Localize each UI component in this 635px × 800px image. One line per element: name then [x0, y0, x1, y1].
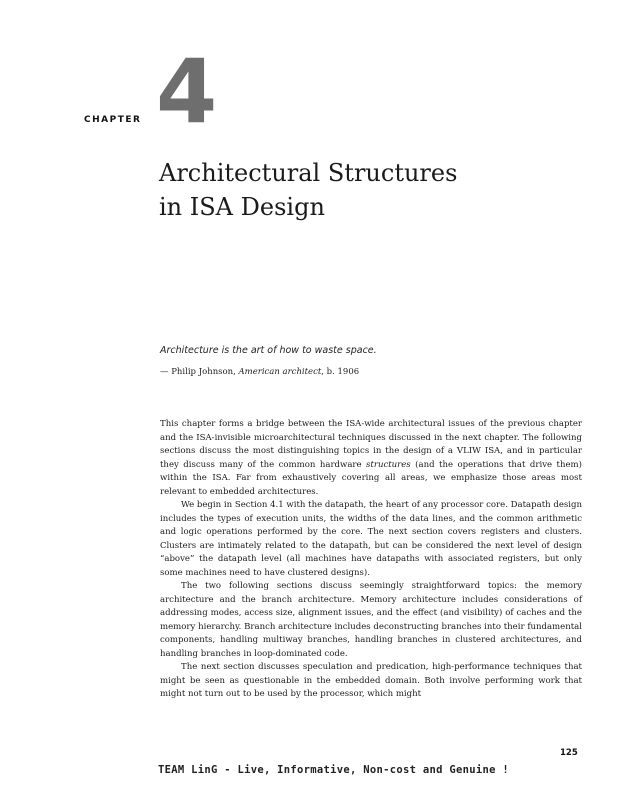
footer-banner: TEAM LinG - Live, Informative, Non-cost and Genuine ! — [158, 764, 509, 776]
chapter-title-line1: Architectural Structures — [159, 159, 458, 187]
paragraph-1-part-a: This chapter forms a bridge between the ISA-wide architectural issues of the previous chapter and the ISA-invisible microarchitectural techniques discussed in the next chapter. The following sections discuss the most distinguishing topics in the design of a VLIW ISA, and in particular they discuss many of the common hardware — [160, 419, 582, 470]
chapter-label: CHAPTER — [84, 115, 142, 125]
paragraph-2: We begin in Section 4.1 with the datapath, the heart of any processor core. Datapath design includes the types of execution units, the widths of the data lines, and the common arithmetic and logic operations performed by the core. The next section covers registers and clusters. Clusters are intimately related to the datapath, but can be considered the next level of design “above” the datapath level (all machines have datapaths with associated registers, but only some machines need to have clustered designs). — [160, 500, 582, 578]
chapter-number: 4 — [156, 40, 218, 143]
attribution-prefix: — Philip Johnson, — [160, 367, 239, 377]
attribution-suffix: , b. 1906 — [321, 367, 360, 377]
chapter-title-line2: in ISA Design — [159, 193, 325, 221]
paragraph-1-emphasis: structures — [366, 459, 411, 470]
page-number: 125 — [560, 748, 578, 758]
paragraph-1 — [160, 418, 582, 499]
epigraph-quote: Architecture is the art of how to waste space. — [160, 345, 377, 356]
epigraph-attribution — [160, 367, 359, 377]
chapter-title — [159, 156, 579, 224]
paragraph-1-part-b: (and the operations that drive them) within the ISA. Far from exhaustively covering all areas, we emphasize those areas most relevant to embedded architectures. — [160, 459, 582, 497]
attribution-role: American architect — [238, 367, 322, 377]
paragraph-3: The two following sections discuss seemingly straightforward topics: the memory architecture and the branch architecture. Memory architecture includes considerations of addressing modes, access size, alignment issues, and the effect (and visibility) of caches and the memory hierarchy. Branch architecture includes deconstructing branches into their fundamental components, handling multiway branches, handling branches in clustered architectures, and handling branches in loop-dominated code. — [160, 581, 582, 659]
paragraph-4: The next section discusses speculation and predication, high-performance techniques that might be seen as questionable in the embedded domain. Both involve performing work that might not turn out to be used by the processor, which might — [160, 662, 582, 699]
body-text — [160, 418, 582, 702]
